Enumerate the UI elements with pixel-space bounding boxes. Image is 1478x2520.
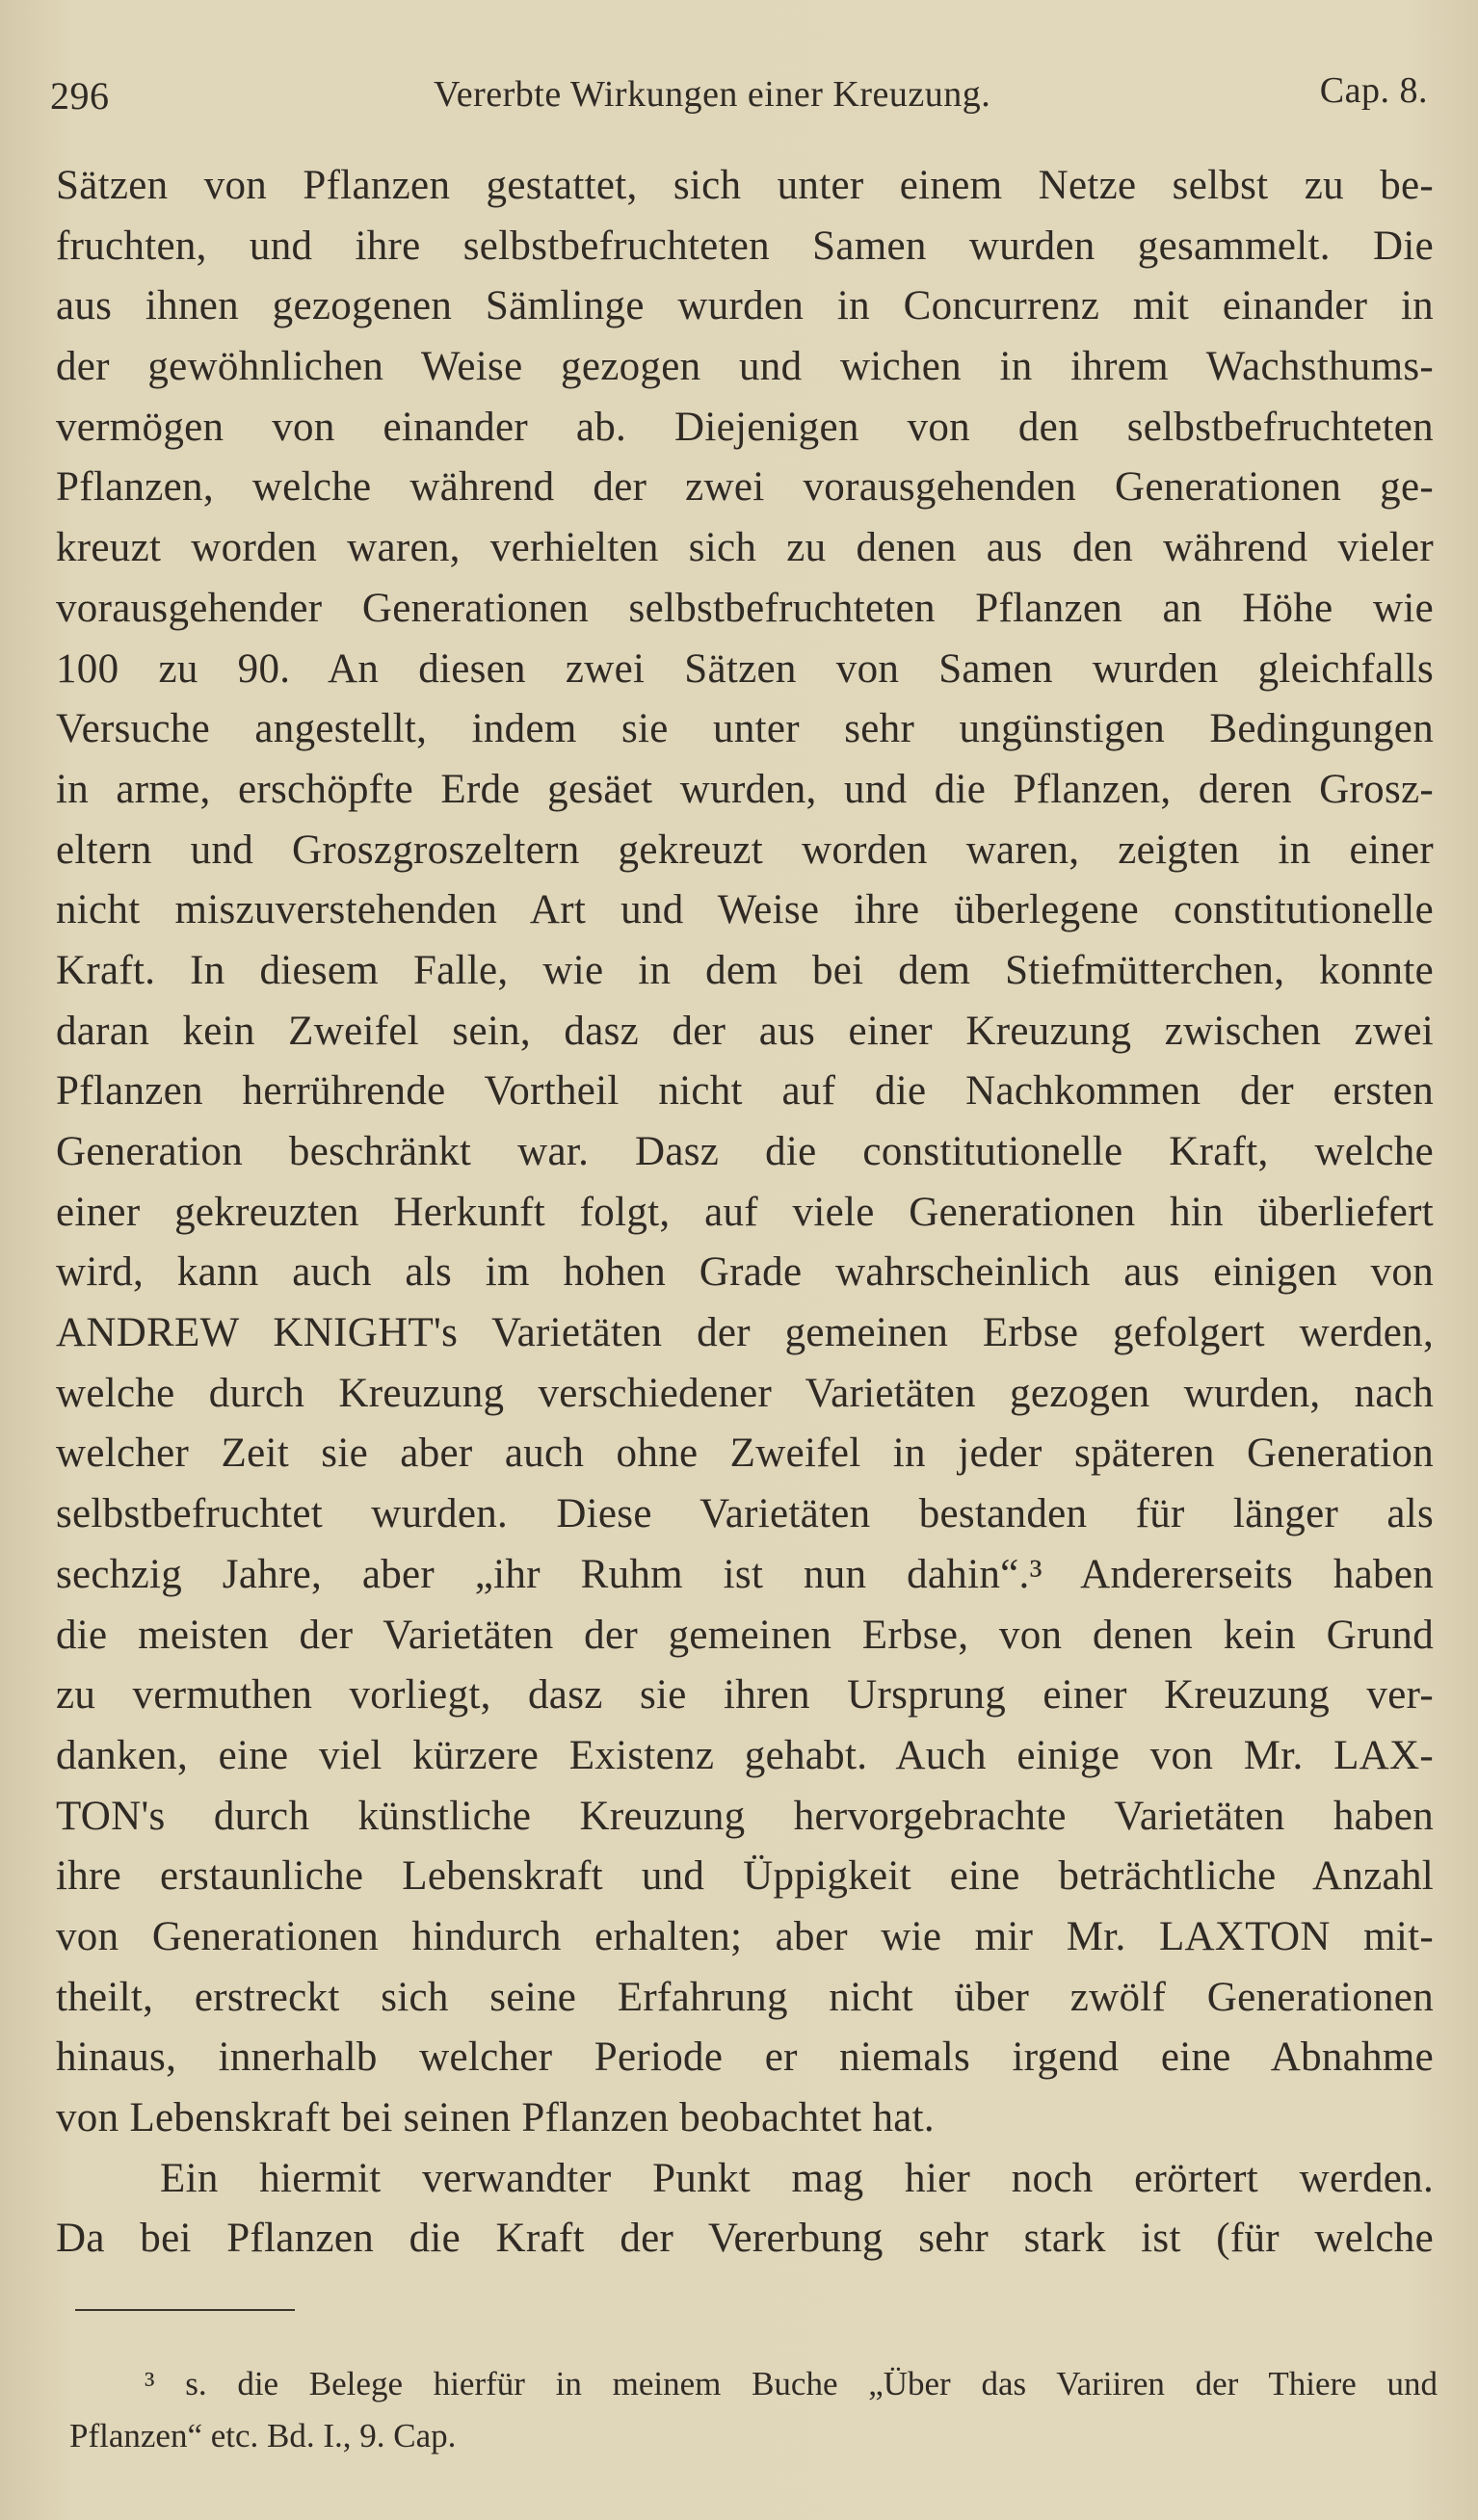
- text-line: der gewöhnlichen Weise gezogen und wichen in ihrem Wachsthums-: [56, 344, 1434, 390]
- text-line: Da bei Pflanzen die Kraft der Vererbung sehr stark ist (für welche: [56, 2216, 1434, 2262]
- text-line: wird, kann auch als im hohen Grade wahrscheinlich aus einigen von: [56, 1249, 1434, 1296]
- text-line: Pflanzen, welche während der zwei vorausgehenden Generationen ge-: [56, 464, 1434, 511]
- text-line: Ein hiermit verwandter Punkt mag hier noch erörtert werden.: [160, 2155, 1434, 2201]
- text-line: aus ihnen gezogenen Sämlinge wurden in Concurrenz mit einander in: [56, 283, 1434, 329]
- text-line: daran kein Zweifel sein, dasz der aus einer Kreuzung zwischen zwei: [56, 1008, 1434, 1054]
- text-line: zu vermuthen vorliegt, dasz sie ihren Ursprung einer Kreuzung ver-: [56, 1672, 1434, 1719]
- text-line: Sätzen von Pflanzen gestattet, sich unter einem Netze selbst zu be-: [56, 163, 1434, 208]
- text-line: Generation beschränkt war. Dasz die constitutionelle Kraft, welche: [56, 1129, 1434, 1174]
- text-line: ANDREW KNIGHT's Varietäten der gemeinen Erbse gefolgert werden,: [56, 1310, 1434, 1356]
- text-line: sechzig Jahre, aber „ihr Ruhm ist nun dahin“.³ Andererseits haben: [56, 1551, 1434, 1597]
- text-line: danken, eine viel kürzere Existenz gehabt. Auch einige von Mr. LAX-: [56, 1732, 1434, 1778]
- text-line: welche durch Kreuzung verschiedener Varietäten gezogen wurden, nach: [56, 1370, 1434, 1416]
- text-line: TON's durch künstliche Kreuzung hervorgebrachte Varietäten haben: [56, 1793, 1434, 1839]
- running-title: Vererbte Wirkungen einer Kreuzung.: [434, 74, 991, 115]
- text-line: nicht miszuverstehenden Art und Weise ihre überlegene constitutionelle: [56, 887, 1434, 933]
- page-number: 296: [50, 74, 110, 118]
- text-line: von Lebenskraft bei seinen Pflanzen beobachtet hat.: [56, 2095, 935, 2140]
- text-line: in arme, erschöpfte Erde gesäet wurden, und die Pflanzen, deren Grosz-: [56, 766, 1434, 812]
- text-line: Kraft. In diesem Falle, wie in dem bei dem Stiefmütterchen, konnte: [56, 947, 1434, 993]
- text-line: kreuzt worden waren, verhielten sich zu denen aus den während vieler: [56, 525, 1434, 571]
- text-line: einer gekreuzten Herkunft folgt, auf viele Generationen hin überliefert: [56, 1189, 1434, 1235]
- text-line: die meisten der Varietäten der gemeinen Erbse, von denen kein Grund: [56, 1612, 1434, 1658]
- text-line: fruchten, und ihre selbstbefruchteten Samen wurden gesammelt. Die: [56, 223, 1434, 269]
- footnote-line: Pflanzen“ etc. Bd. I., 9. Cap.: [69, 2417, 457, 2454]
- text-line: hinaus, innerhalb welcher Periode er niemals irgend eine Abnahme: [56, 2034, 1434, 2081]
- text-line: theilt, erstreckt sich seine Erfahrung nicht über zwölf Generationen: [56, 1974, 1434, 2020]
- footnote-divider: [75, 2309, 295, 2311]
- body-text: [56, 156, 1434, 2270]
- text-line: selbstbefruchtet wurden. Diese Varietäten bestanden für länger als: [56, 1491, 1434, 1537]
- text-line: ihre erstaunliche Lebenskraft und Üppigkeit eine beträchtliche Anzahl: [56, 1853, 1434, 1900]
- text-line: vermögen von einander ab. Diejenigen von den selbstbefruchteten: [56, 404, 1434, 450]
- footnote: [69, 2358, 1438, 2462]
- text-line: eltern und Groszgroszeltern gekreuzt worden waren, zeigten in einer: [56, 827, 1434, 873]
- text-line: Versuche angestellt, indem sie unter sehr ungünstigen Bedingungen: [56, 706, 1434, 752]
- text-line: von Generationen hindurch erhalten; aber wie mir Mr. LAXTON mit-: [56, 1913, 1434, 1959]
- text-line: vorausgehender Generationen selbstbefruchteten Pflanzen an Höhe wie: [56, 585, 1434, 631]
- page-header: [50, 66, 1428, 123]
- text-line: welcher Zeit sie aber auch ohne Zweifel in jeder späteren Generation: [56, 1431, 1434, 1477]
- text-line: 100 zu 90. An diesen zwei Sätzen von Samen wurden gleichfalls: [56, 645, 1434, 692]
- chapter-label: Cap. 8.: [1319, 70, 1428, 111]
- text-line: Pflanzen herrührende Vortheil nicht auf die Nachkommen der ersten: [56, 1068, 1434, 1115]
- footnote-line: ³ s. die Belege hierfür in meinem Buche „Über das Variiren der Thiere und: [145, 2365, 1438, 2402]
